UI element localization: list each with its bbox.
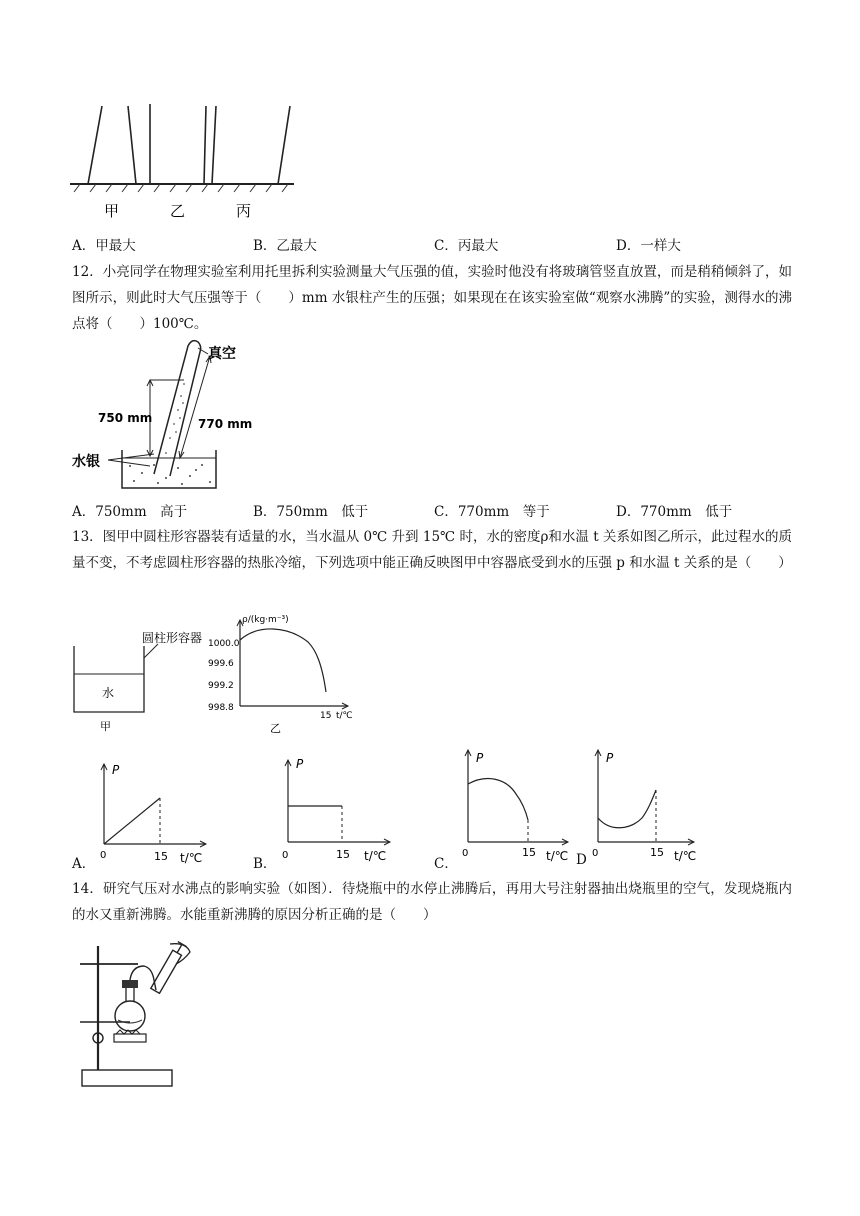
q14-apparatus-figure: [74, 940, 198, 1092]
q13-d-xtick: 15: [650, 846, 664, 859]
q13-option-b-graph[interactable]: [276, 752, 396, 868]
q13-fig-yi: [198, 612, 366, 736]
q13-yi-ytick-3: 998.8: [208, 703, 234, 713]
q13-option-a-letter[interactable]: A．: [72, 856, 96, 872]
q13-a-ylabel: P: [112, 763, 120, 777]
q13-yi-ytick-2: 999.2: [208, 681, 234, 691]
q13-water-label: 水: [102, 686, 115, 700]
q13-yi-xlabel: t/℃: [336, 711, 353, 721]
q12-option-d[interactable]: D．770mm 低于: [616, 504, 733, 520]
q14-question-text: 14．研究气压对水沸点的影响实验（如图）．待烧瓶中的水停止沸腾后，再用大号注射器抽出烧瓶里的空气，发现烧瓶内的水又重新沸腾。水能重新沸腾的原因分析正确的是（ ）: [72, 881, 792, 923]
q13-option-c-graph[interactable]: [456, 744, 574, 868]
q12-770mm-label: 770 mm: [198, 417, 253, 431]
q11-label-bing: 丙: [236, 202, 252, 220]
q13-yi-xtick: 15: [320, 711, 332, 721]
q13-c-xlabel: t/℃: [546, 849, 569, 863]
q13-a-xlabel: t/℃: [180, 851, 203, 865]
q13-option-d-graph[interactable]: [586, 744, 700, 868]
q13-question-text: 13．图甲中圆柱形容器装有适量的水，当水温从 0℃ 升到 15℃ 时，水的密度ρ和水温 t 关系如图乙所示，此过程水的质量不变，不考虑圆柱形容器的热胀冷缩，下列选项中能正确反映图甲中容器底受到水的压强 p 和水温 t 关系的是（ ）: [72, 529, 792, 571]
q13-option-b-letter[interactable]: B．: [253, 856, 277, 872]
q13-d-xlabel: t/℃: [674, 849, 697, 863]
q13-a-xtick: 15: [154, 850, 168, 863]
q13-container-label: 圆柱形容器: [142, 631, 203, 645]
q13-a-origin: 0: [100, 850, 107, 861]
q13-option-a-graph[interactable]: [92, 756, 212, 868]
q12-torricelli-figure: [70, 338, 260, 496]
q12-option-c[interactable]: C．770mm 等于: [434, 504, 550, 520]
q12-option-a[interactable]: A．750mm 高于: [72, 504, 188, 520]
q13-yi-caption: 乙: [270, 722, 281, 735]
q13-d-ylabel: P: [606, 751, 614, 765]
q12-750mm-label: 750 mm: [98, 411, 153, 425]
q11-option-c[interactable]: C．丙最大: [434, 238, 499, 254]
q13-b-origin: 0: [282, 850, 289, 861]
q13-b-ylabel: P: [296, 757, 304, 771]
q13-yi-ytick-1: 999.6: [208, 659, 234, 669]
q12-mercury-label: 水银: [72, 454, 100, 470]
q12-question-text: 12．小亮同学在物理实验室利用托里拆利实验测量大气压强的值，实验时他没有将玻璃管竖直放置，而是稍稍倾斜了，如图所示，则此时大气压强等于（ ）mm 水银柱产生的压强；如果现在在该实验室做“观察水沸腾”的实验，测得水的沸点将（ ）100℃。: [72, 264, 792, 332]
q13-option-d-letter[interactable]: D: [576, 852, 587, 868]
q13-d-origin: 0: [592, 848, 599, 859]
q13-c-xtick: 15: [522, 846, 536, 859]
q13-c-ylabel: P: [476, 751, 484, 765]
q11-option-a[interactable]: A．甲最大: [72, 238, 136, 254]
q11-label-jia: 甲: [104, 202, 120, 220]
q13-b-xtick: 15: [336, 848, 350, 861]
q11-option-b[interactable]: B．乙最大: [253, 238, 317, 254]
q13-yi-ytick-0: 1000.0: [208, 639, 240, 649]
q13-b-xlabel: t/℃: [364, 849, 387, 863]
q13-fig-jia-caption: 甲: [100, 720, 111, 733]
q13-option-c-letter[interactable]: C．: [434, 856, 458, 872]
q12-vacuum-label: 真空: [208, 346, 236, 362]
q13-fig-jia: [66, 622, 216, 734]
q12-option-b[interactable]: B．750mm 低于: [253, 504, 369, 520]
q13-c-origin: 0: [462, 848, 469, 859]
q11-tubes-figure: [66, 100, 298, 226]
q13-yi-ylabel: ρ/(kg·m⁻³): [242, 615, 289, 625]
q11-label-yi: 乙: [170, 202, 186, 220]
q11-option-d[interactable]: D．一样大: [616, 238, 681, 254]
